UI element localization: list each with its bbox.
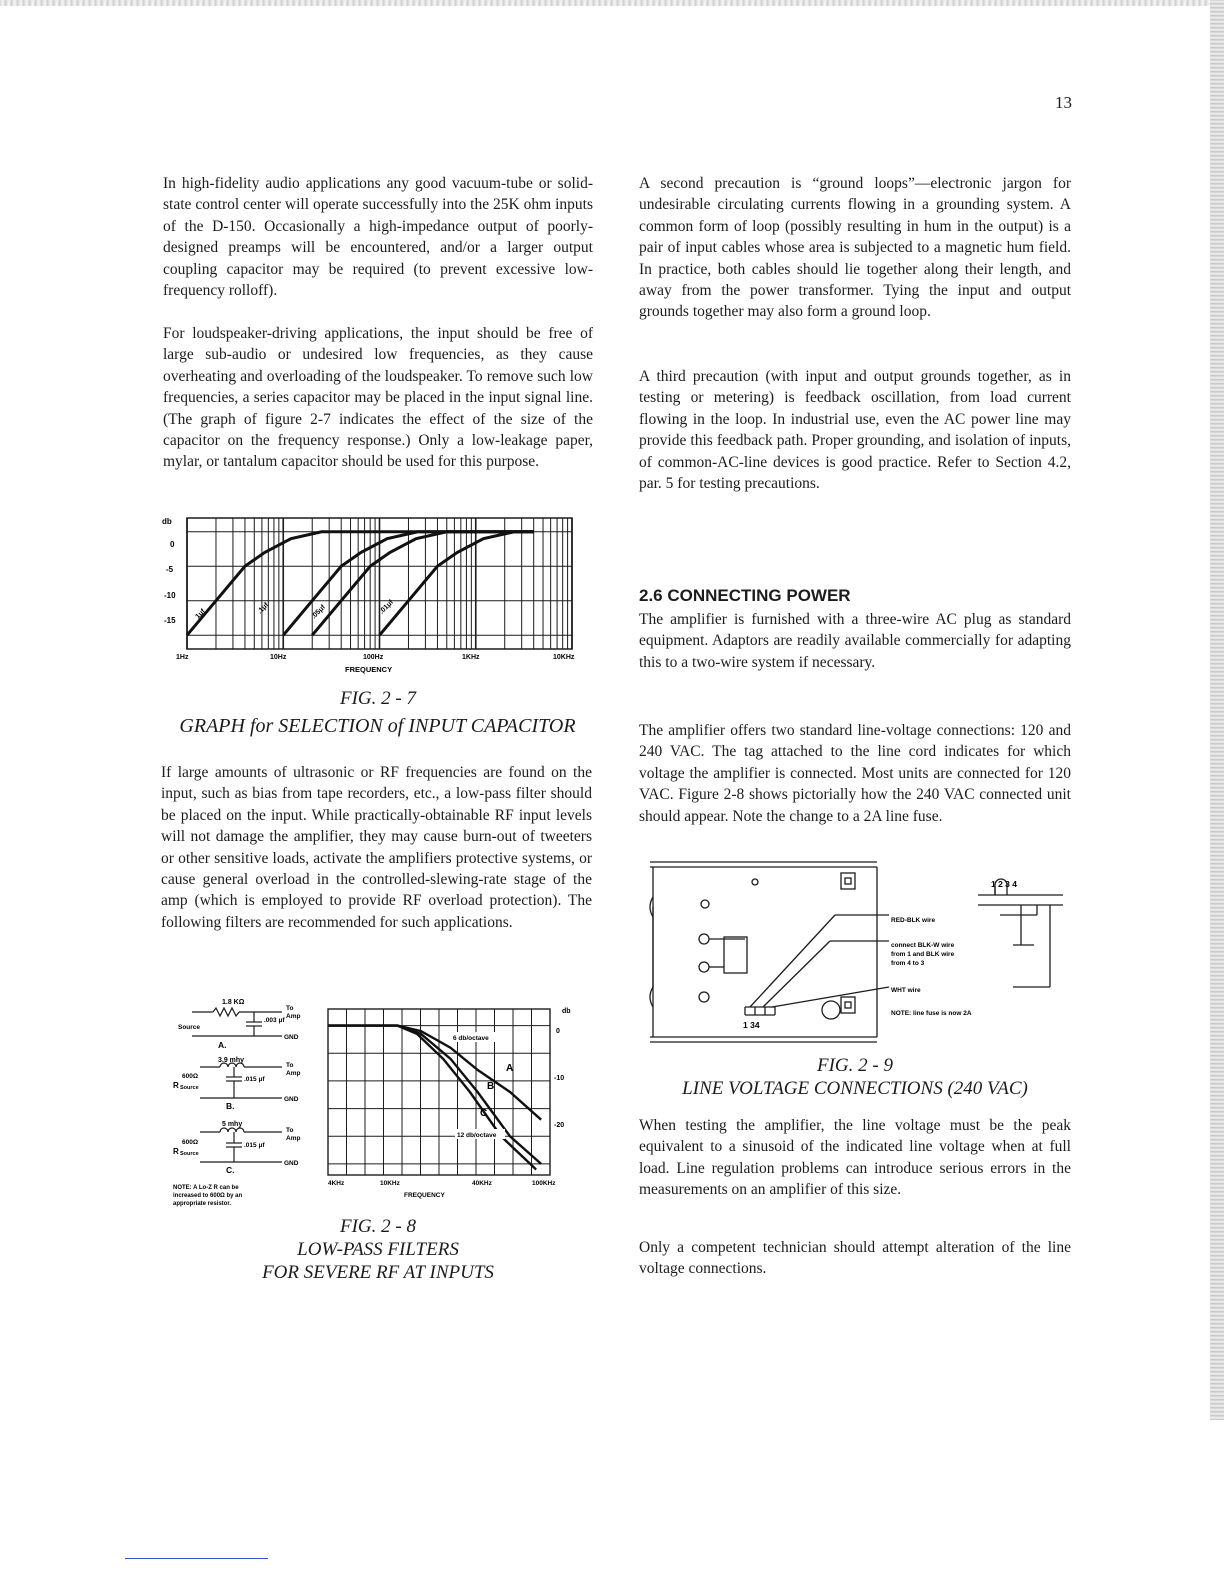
fig29-caption-number: FIG. 2 - 9 (817, 1055, 893, 1076)
right-paragraph-3: The amplifier is furnished with a three-wire AC plug as standard equipment. Adaptors are readily available commercially for adapting this to a two-wire system if necessary. (639, 611, 1071, 671)
fig28c-rs-sub: Source (180, 1151, 199, 1157)
fig28-caption-title-2: FOR SEVERE RF AT INPUTS (262, 1262, 494, 1283)
figure-2-8-circuits (170, 995, 320, 1215)
fig28-y-tick-20: -20 (554, 1122, 565, 1129)
fig28a-amp: Amp (286, 1013, 301, 1020)
fig28-note-line1: NOTE: A Lo-Z R can be (173, 1185, 239, 1191)
fig28-note-line2: increased to 600Ω by an (173, 1193, 243, 1199)
fig28a-cap-label: .003 μf (264, 1017, 285, 1024)
fig28-curve-tag-a: A (506, 1063, 514, 1074)
fig28-x-tick-100khz: 100KHz (532, 1180, 556, 1187)
fig28b-amp: Amp (286, 1070, 301, 1077)
fig27-curve-label-1uf: 1μf (194, 608, 207, 621)
fig27-y-tick-15: -15 (164, 616, 176, 625)
fig27-x-tick-1khz: 1KHz (462, 654, 480, 661)
fig28-series-line-c (328, 1026, 536, 1170)
fig28a-to: To (286, 1005, 294, 1012)
figure-2-8-chart (322, 1003, 582, 1208)
fig28b-rs-sub: Source (180, 1085, 199, 1091)
fig28b-cap-label: .015 μf (244, 1076, 265, 1083)
fig29-caption-title: LINE VOLTAGE CONNECTIONS (240 VAC) (682, 1078, 1028, 1099)
fig27-curve-label-001uf: .01μf (378, 598, 395, 616)
figure-2-9-diagram (645, 857, 1075, 1052)
fig28c-rs: R (173, 1147, 179, 1156)
fig27-y-unit: db (162, 517, 172, 526)
fig27-x-label: FREQUENCY (345, 665, 393, 674)
fig28b-inductor-label: 3.9 mhy (218, 1057, 245, 1064)
fig28c-gnd: GND (284, 1160, 299, 1167)
fig28-x-tick-4khz: 4KHz (328, 1180, 345, 1187)
fig28-curves (328, 1026, 541, 1170)
fig27-curve-label-01uf: .1μf (256, 601, 271, 616)
fig28-y-tick-10: -10 (554, 1075, 565, 1082)
left-paragraph-1: In high-fidelity audio applications any good vacuum-tube or solid-state control center will operate successfully into the 25K ohm inputs of the D-150. Occasionally a high-impedance output of poorly-designed preamps will be encountered, and/or a larger output coupling capacitor may be required (to prevent excessive low-frequency rolloff). (163, 175, 593, 300)
fig29-label-red-blk: RED-BLK wire (891, 917, 936, 924)
fig28a-gnd: GND (284, 1034, 299, 1041)
fig28-y-unit: db (562, 1008, 571, 1015)
right-paragraph-1: A second precaution is “ground loops”—electronic jargon for undesirable circulating currents flowing in a grounding system. A common form of loop (possibly resulting in hum in the output) is a pair of input cables whose area is subjected to a magnetic hum field. In practice, both cables should lie together along their length, and away from the power transformer. Tying the input and output grounds together may also form a ground loop. (639, 175, 1071, 321)
fig28b-gnd: GND (284, 1096, 299, 1103)
fig29-label-connect-1: connect BLK-W wire (891, 942, 955, 949)
fig28-x-label: FREQUENCY (404, 1192, 445, 1199)
right-paragraph-6: Only a competent technician should attempt alteration of the line voltage connections. (639, 1239, 1071, 1278)
fig28-caption-number: FIG. 2 - 8 (340, 1216, 416, 1237)
fig28c-tag: C. (226, 1165, 235, 1175)
figure-2-7-chart (160, 514, 580, 679)
fig28-slope2: 12 db/octave (457, 1132, 497, 1139)
fig28-note-line3: appropriate resistor. (173, 1201, 232, 1207)
scan-right-edge (1210, 0, 1224, 1420)
fig29-label-connect-2: from 1 and BLK wire (891, 951, 955, 958)
fig28c-cap-label: .015 μf (244, 1142, 265, 1149)
fig28-y-tick-0: 0 (556, 1028, 560, 1035)
bottom-rule (125, 1558, 268, 1559)
fig27-y-tick-0: 0 (170, 540, 175, 549)
fig27-y-tick-5: -5 (166, 565, 174, 574)
fig28c-inductor-label: 5 mhy (222, 1121, 243, 1128)
page-number: 13 (1055, 93, 1072, 112)
fig29-label-wht: WHT wire (891, 987, 921, 994)
fig28a-source: Source (178, 1024, 201, 1031)
fig28b-to: To (286, 1062, 294, 1069)
fig27-grid (187, 518, 572, 649)
fig28-x-tick-40khz: 40KHz (472, 1180, 492, 1187)
fig28b-tag: B. (226, 1101, 235, 1111)
fig27-curve-label-005uf: .05μf (310, 603, 327, 621)
left-paragraph-2: For loudspeaker-driving applications, the input should be free of large sub-audio or undesired low frequencies, as they cause overheating and overloading of the loudspeaker. To remove such low frequencies, a series capacitor may be placed in the input signal line. (The graph of figure 2-7 indicates the effect of the size of the capacitor on the frequency response.) Only a low-leakage paper, mylar, or tantalum capacitor should be used for this purpose. (163, 325, 593, 471)
fig28-curve-tag-b: B (487, 1081, 495, 1092)
fig27-caption-title: GRAPH for SELECTION of INPUT CAPACITOR (179, 715, 576, 737)
fig27-y-tick-10: -10 (164, 591, 176, 600)
fig28-x-tick-10khz: 10KHz (380, 1180, 400, 1187)
right-paragraph-2: A third precaution (with input and output grounds together, as in testing or metering) is feedback oscillation, from load current flowing in the loop. In industrial use, even the AC power line may provide this feedback path. Proper grounding, and isolation of inputs, of common-AC-line devices is good practice. Refer to Section 4.2, par. 5 for testing precautions. (639, 368, 1071, 493)
fig28a-resistor-label: 1.8 KΩ (222, 999, 245, 1006)
fig27-x-tick-10khz: 10KHz (553, 654, 575, 661)
fig29-note: NOTE: line fuse is now 2A (891, 1010, 972, 1017)
fig29-terminal-numbers-bottom: 1 34 (743, 1020, 760, 1030)
fig29-terminal-numbers-top: 1 2 3 4 (991, 879, 1017, 889)
fig27-x-tick-10hz: 10Hz (270, 654, 287, 661)
left-paragraph-3: If large amounts of ultrasonic or RF frequencies are found on the input, such as bias from tape recorders, etc., a low-pass filter should be placed on the input. While practically-obtainable RF input levels will not damage the amplifier, they may cause burn-out of tweeters or other sensitive loads, activate the amplifiers protective systems, or cause general overload in the controlled-slewing-rate stage of the amp (which is employed to provide RF overload protection). The following filters are recommended for such applications. (161, 764, 592, 931)
right-paragraph-5: When testing the amplifier, the line voltage must be the peak equivalent to a sinusoid of the indicated line voltage when at full load. Line regulation problems can introduce serious errors in the measurements on an amplifier of this size. (639, 1117, 1071, 1199)
scan-top-edge (0, 0, 1224, 6)
fig27-series-line-1 (187, 532, 534, 635)
fig28c-source-r: 600Ω (182, 1139, 199, 1146)
fig27-caption-number: FIG. 2 - 7 (340, 688, 416, 709)
fig28-slope1: 6 db/octave (453, 1035, 489, 1042)
fig28-curve-tag-c: C (480, 1108, 488, 1119)
fig27-x-tick-1hz: 1Hz (176, 654, 189, 661)
fig28c-to: To (286, 1127, 294, 1134)
right-paragraph-4: The amplifier offers two standard line-voltage connections: 120 and 240 VAC. The tag attached to the line cord indicates for which voltage the amplifier is connected. Most units are connected for 120 VAC. Figure 2-8 shows pictorially how the 240 VAC connected unit should appear. Note the change to a 2A line fuse. (639, 722, 1071, 825)
fig28a-tag: A. (218, 1040, 227, 1050)
fig28b-source-r: 600Ω (182, 1073, 199, 1080)
fig29-label-connect-3: from 4 to 3 (891, 960, 925, 967)
fig28c-amp: Amp (286, 1135, 301, 1142)
fig27-curves (187, 532, 534, 635)
fig28b-rs: R (173, 1081, 179, 1090)
fig27-x-tick-100hz: 100Hz (363, 654, 384, 661)
fig28-caption-title-1: LOW-PASS FILTERS (297, 1239, 459, 1260)
section-heading-2-6: 2.6 CONNECTING POWER (639, 586, 851, 605)
